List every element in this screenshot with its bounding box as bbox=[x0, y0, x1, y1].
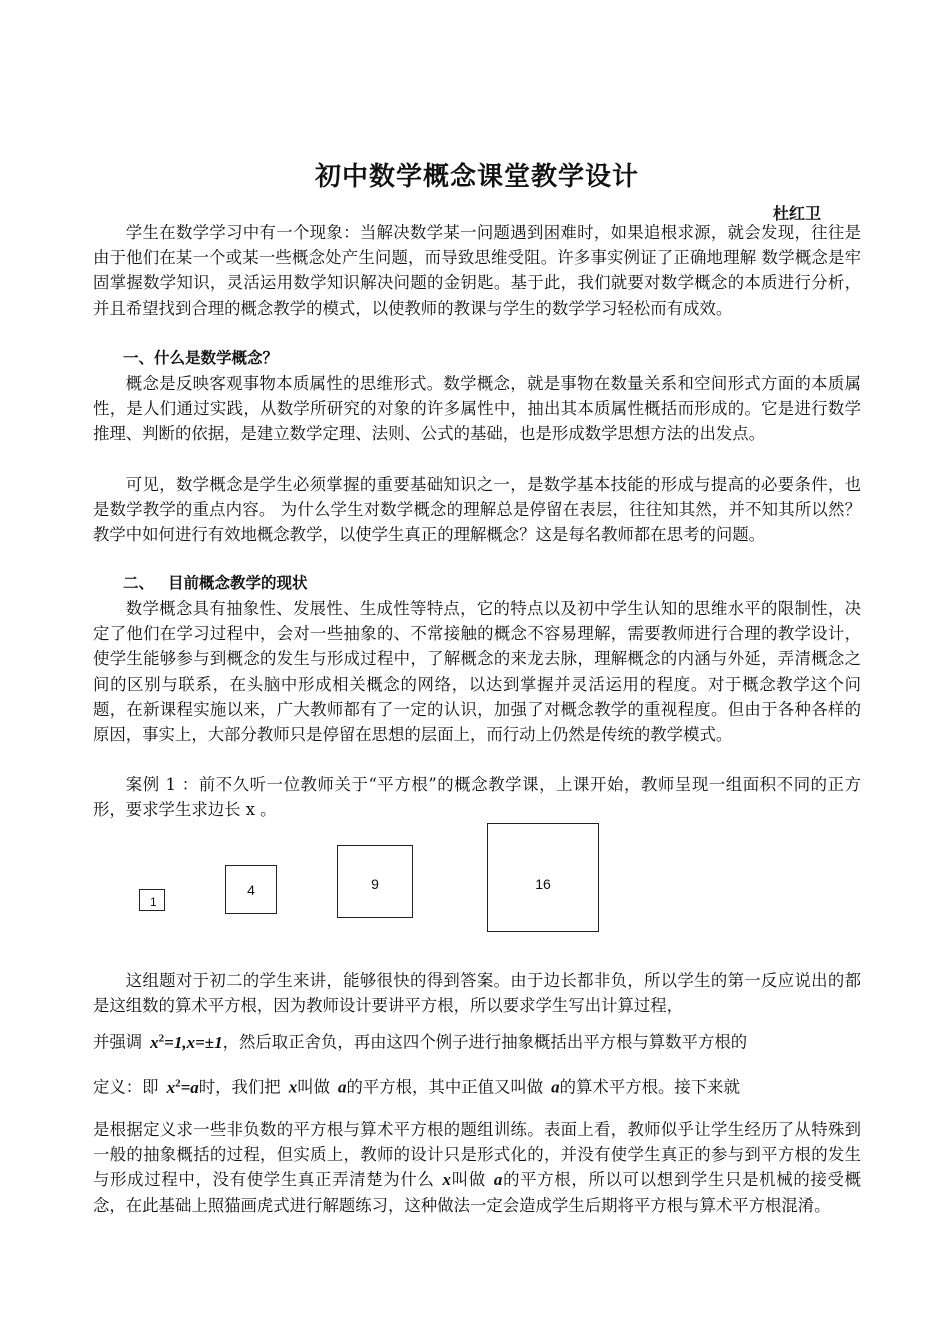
author-name: 杜红卫 bbox=[772, 204, 821, 223]
square-area-9: 9 bbox=[337, 845, 413, 918]
definition-line bbox=[93, 1071, 861, 1100]
section2-heading-text: 目前概念教学的现状 bbox=[168, 574, 308, 592]
analysis-text-2: 叫做 bbox=[451, 1170, 486, 1190]
page-title: 初中数学概念课堂教学设计 bbox=[314, 162, 639, 192]
section1-paragraph-1: 概念是反映客观事物本质属性的思维形式。数学概念，就是事物在数量关系和空间形式方面的本质属性，是人们通过实践，从数学所研究的对象的许多属性中，抽出其本质属性概括而形成的。它是进行数学推理、判断的依据，是建立数学定理、法则、公式的基础，也是形成数学思想方法的出发点。 bbox=[93, 374, 861, 444]
emphasis-continuation: ，然后取正舍负，再由这四个例子进行抽象概括出平方根与算数平方根的 bbox=[222, 1032, 748, 1052]
analysis-line-emphasis bbox=[93, 1026, 861, 1055]
variable-x: x bbox=[288, 1077, 298, 1097]
definition-prefix: 定义：即 bbox=[93, 1077, 159, 1097]
variable-a-3: a bbox=[493, 1170, 503, 1190]
variable-a-2: a bbox=[551, 1077, 560, 1097]
square-area-16: 16 bbox=[487, 823, 599, 932]
definition-text-4: 的算术平方根。接下来就 bbox=[559, 1077, 740, 1097]
square-area-1: 1 bbox=[139, 889, 165, 911]
case-study-paragraph: 案例 1 ：前不久听一位教师关于“平方根”的概念教学课，上课开始，教师呈现一组面积不同的正方形，要求学生求边长 x 。 bbox=[93, 775, 861, 820]
analysis-text-3: 的平方根，所以可以想到学生只是机械的接受概念，在此基础上照猫画虎式进行解题练习，这种做法一定会造成学生后期将平方根与算术平方根混淆。 bbox=[93, 1170, 862, 1215]
definition-text-2: 叫做 bbox=[297, 1077, 330, 1097]
emphasis-text: 并强调 bbox=[93, 1032, 143, 1052]
analysis-text-1: 是根据定义求一些非负数的平方根与算术平方根的题组训练。表面上看，教师似乎让学生经历了从特殊到一般的抽象概括的过程，但实质上，教师的设计只是形式化的，并没有使学生真正的参与到平方根的发生与形成过程中，没有使学生真正弄清楚为什么 bbox=[93, 1120, 861, 1190]
variable-a: a bbox=[337, 1077, 347, 1097]
section2-heading bbox=[123, 571, 308, 595]
section2-paragraph-1: 数学概念具有抽象性、发展性、生成性等特点，它的特点以及初中学生认知的思维水平的限制性，决定了他们在学习过程中，会对一些抽象的、不常接触的概念不容易理解，需要教师进行合理的教学设计，使学生能够参与到概念的发生与形成过程中，了解概念的来龙去脉，理解概念的内涵与外延，弄清概念之间的区别与联系，在头脑中形成相关概念的网络，以达到掌握并灵活运用的程度。对于概念教学这个问题，在新课程实施以来，广大教师都有了一定的认识，加强了对概念教学的重视程度。但由于各种各样的原因，事实上，大部分教师只是停留在思想的层面上，而行动上仍然是传统的教学模式。 bbox=[93, 599, 861, 745]
analysis-paragraph-2 bbox=[93, 1117, 861, 1218]
equation-x-squared-equals-a: $x^2=a$ bbox=[166, 1077, 199, 1097]
analysis-paragraph-1: 这组题对于初二的学生来讲，能够很快的得到答案。由于边长都非负，所以学生的第一反应说出的都是这组数的算术平方根，因为教师设计要讲平方根，所以要求学生写出计算过程， bbox=[93, 971, 861, 1016]
section2-heading-number: 二、 bbox=[123, 574, 155, 592]
definition-text-3: 的平方根，其中正值又叫做 bbox=[346, 1077, 544, 1097]
equation-x-squared-equals-1: $x^2=1,x=\pm 1$ bbox=[150, 1032, 223, 1052]
variable-x-2: x bbox=[442, 1170, 452, 1190]
definition-text-1: 时，我们把 bbox=[198, 1077, 281, 1097]
section1-paragraph-2: 可见，数学概念是学生必须掌握的重要基础知识之一，是数学基本技能的形成与提高的必要条件，也是数学教学的重点内容。 为什么学生对数学概念的理解总是停留在表层，往往知其然，并不知其所以然？教学中如何进行有效地概念教学，以使学生真正的理解概念？这是每名教师都在思考的问题。 bbox=[93, 475, 861, 545]
square-area-4: 4 bbox=[225, 865, 277, 914]
section1-heading: 一、什么是数学概念？ bbox=[123, 349, 279, 367]
intro-paragraph: 学生在数学学习中有一个现象：当解决数学某一问题遇到困难时，如果追根求源，就会发现，往往是由于他们在某一个或某一些概念处产生问题，而导致思维受阻。许多事实例证了正确地理解 数学概念是牢固掌握数学知识，灵活运用数学知识解决问题的金钥匙。基于此，我们就要对数学概念的本质进行分析，并且希望找到合理的概念教学的模式，以使教师的教课与学生的数学学习轻松而有成效。 bbox=[93, 223, 861, 318]
